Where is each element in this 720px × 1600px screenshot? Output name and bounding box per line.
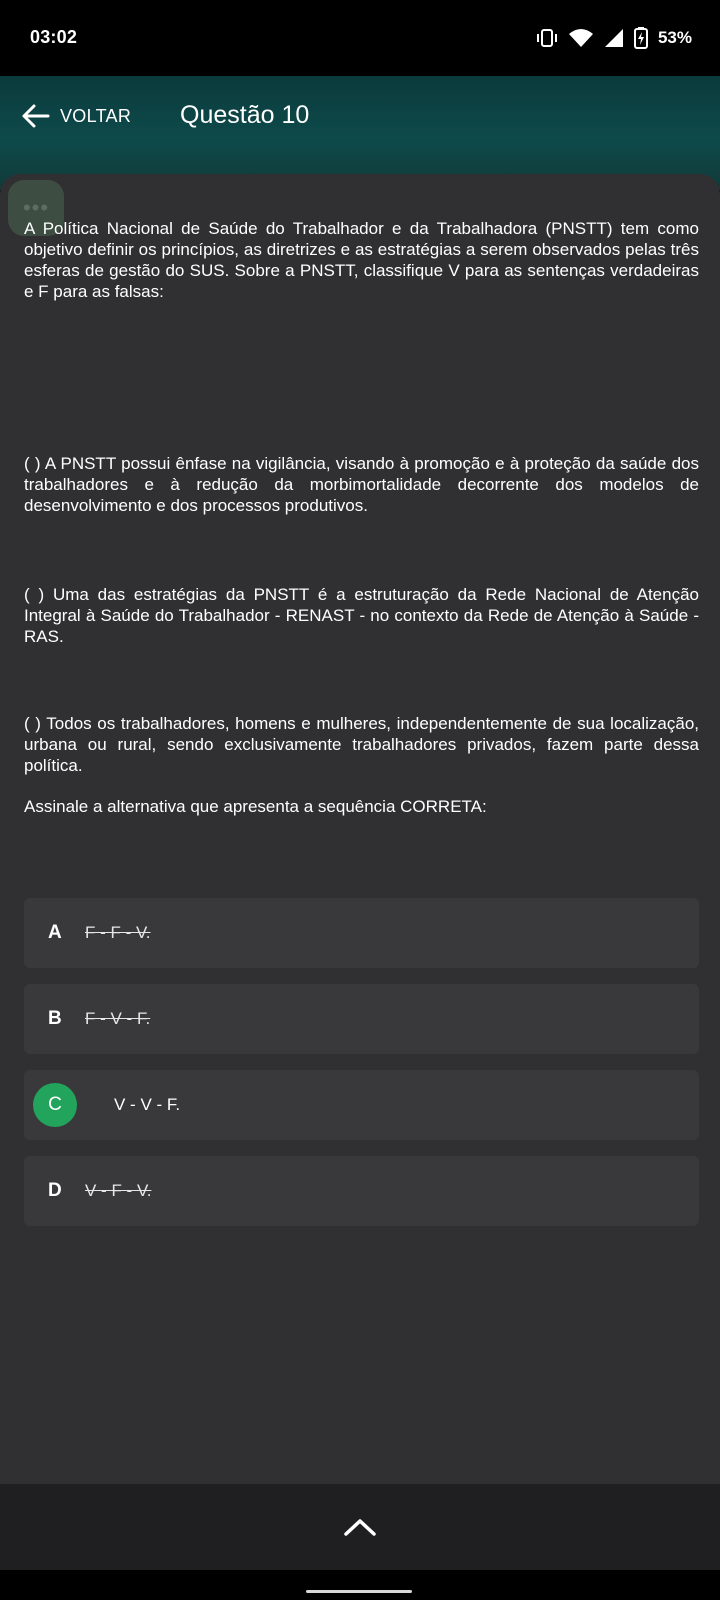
option-a[interactable]: [24, 898, 699, 968]
question-card: [0, 174, 720, 1484]
chevron-up-icon[interactable]: [343, 1517, 377, 1537]
option-d[interactable]: [24, 1156, 699, 1226]
app-header: [0, 76, 720, 190]
page-title: Questão 10: [180, 101, 310, 129]
question-intro: A Política Nacional de Saúde do Trabalhador e da Trabalhadora (PNSTT) tem como objetivo definir os princípios, as diretrizes e as estratégias a serem observados pelas três esferas de gestão do SUS. Sobre a PNSTT, classifique V para as sentenças verdadeiras e F para as falsas:: [24, 219, 699, 301]
bottom-bar: [0, 1484, 720, 1570]
question-prompt: Assinale a alternativa que apresenta a sequência CORRETA:: [24, 797, 487, 816]
signal-icon: [604, 28, 624, 48]
vibrate-icon: [536, 29, 558, 47]
option-text: V - F - V.: [85, 1181, 152, 1200]
status-icons: [536, 26, 692, 50]
wifi-icon: [568, 28, 594, 48]
status-bar: [0, 0, 720, 76]
statement-2: ( ) Uma das estratégias da PNSTT é a estruturação da Rede Nacional de Atenção Integral à Saúde do Trabalhador - RENAST - no contexto da Rede de Atenção à Saúde - RAS.: [24, 585, 699, 646]
more-dots-icon: •••: [22, 195, 50, 220]
statement-3: ( ) Todos os trabalhadores, homens e mulheres, independentemente de sua localização, urbana ou rural, sendo exclusivamente trabalhadores privados, fazem parte dessa política.: [24, 714, 699, 775]
status-time: 03:02: [30, 27, 78, 47]
correct-answer-badge: C: [33, 1083, 77, 1127]
home-gesture-handle[interactable]: [306, 1590, 412, 1593]
back-label: VOLTAR: [60, 105, 132, 126]
option-text: F - V - F.: [85, 1009, 151, 1028]
option-letter: A: [48, 922, 62, 943]
back-button[interactable]: [22, 104, 131, 128]
option-text: F - F - V.: [85, 923, 151, 942]
option-text: V - V - F.: [114, 1095, 181, 1114]
battery-percentage: 53%: [657, 28, 692, 47]
option-b[interactable]: [24, 984, 699, 1054]
option-letter: B: [48, 1008, 62, 1029]
system-nav-bar: [0, 1570, 720, 1600]
option-c[interactable]: [24, 1070, 699, 1140]
arrow-left-icon: [22, 104, 50, 128]
option-letter: D: [48, 1180, 62, 1201]
battery-charging-icon: [634, 27, 648, 49]
statement-1: ( ) A PNSTT possui ênfase na vigilância, visando à promoção e à proteção da saúde dos trabalhadores e à redução da morbimortalidade decorrente dos modelos de desenvolvimento e dos processos produtivos.: [24, 454, 699, 515]
